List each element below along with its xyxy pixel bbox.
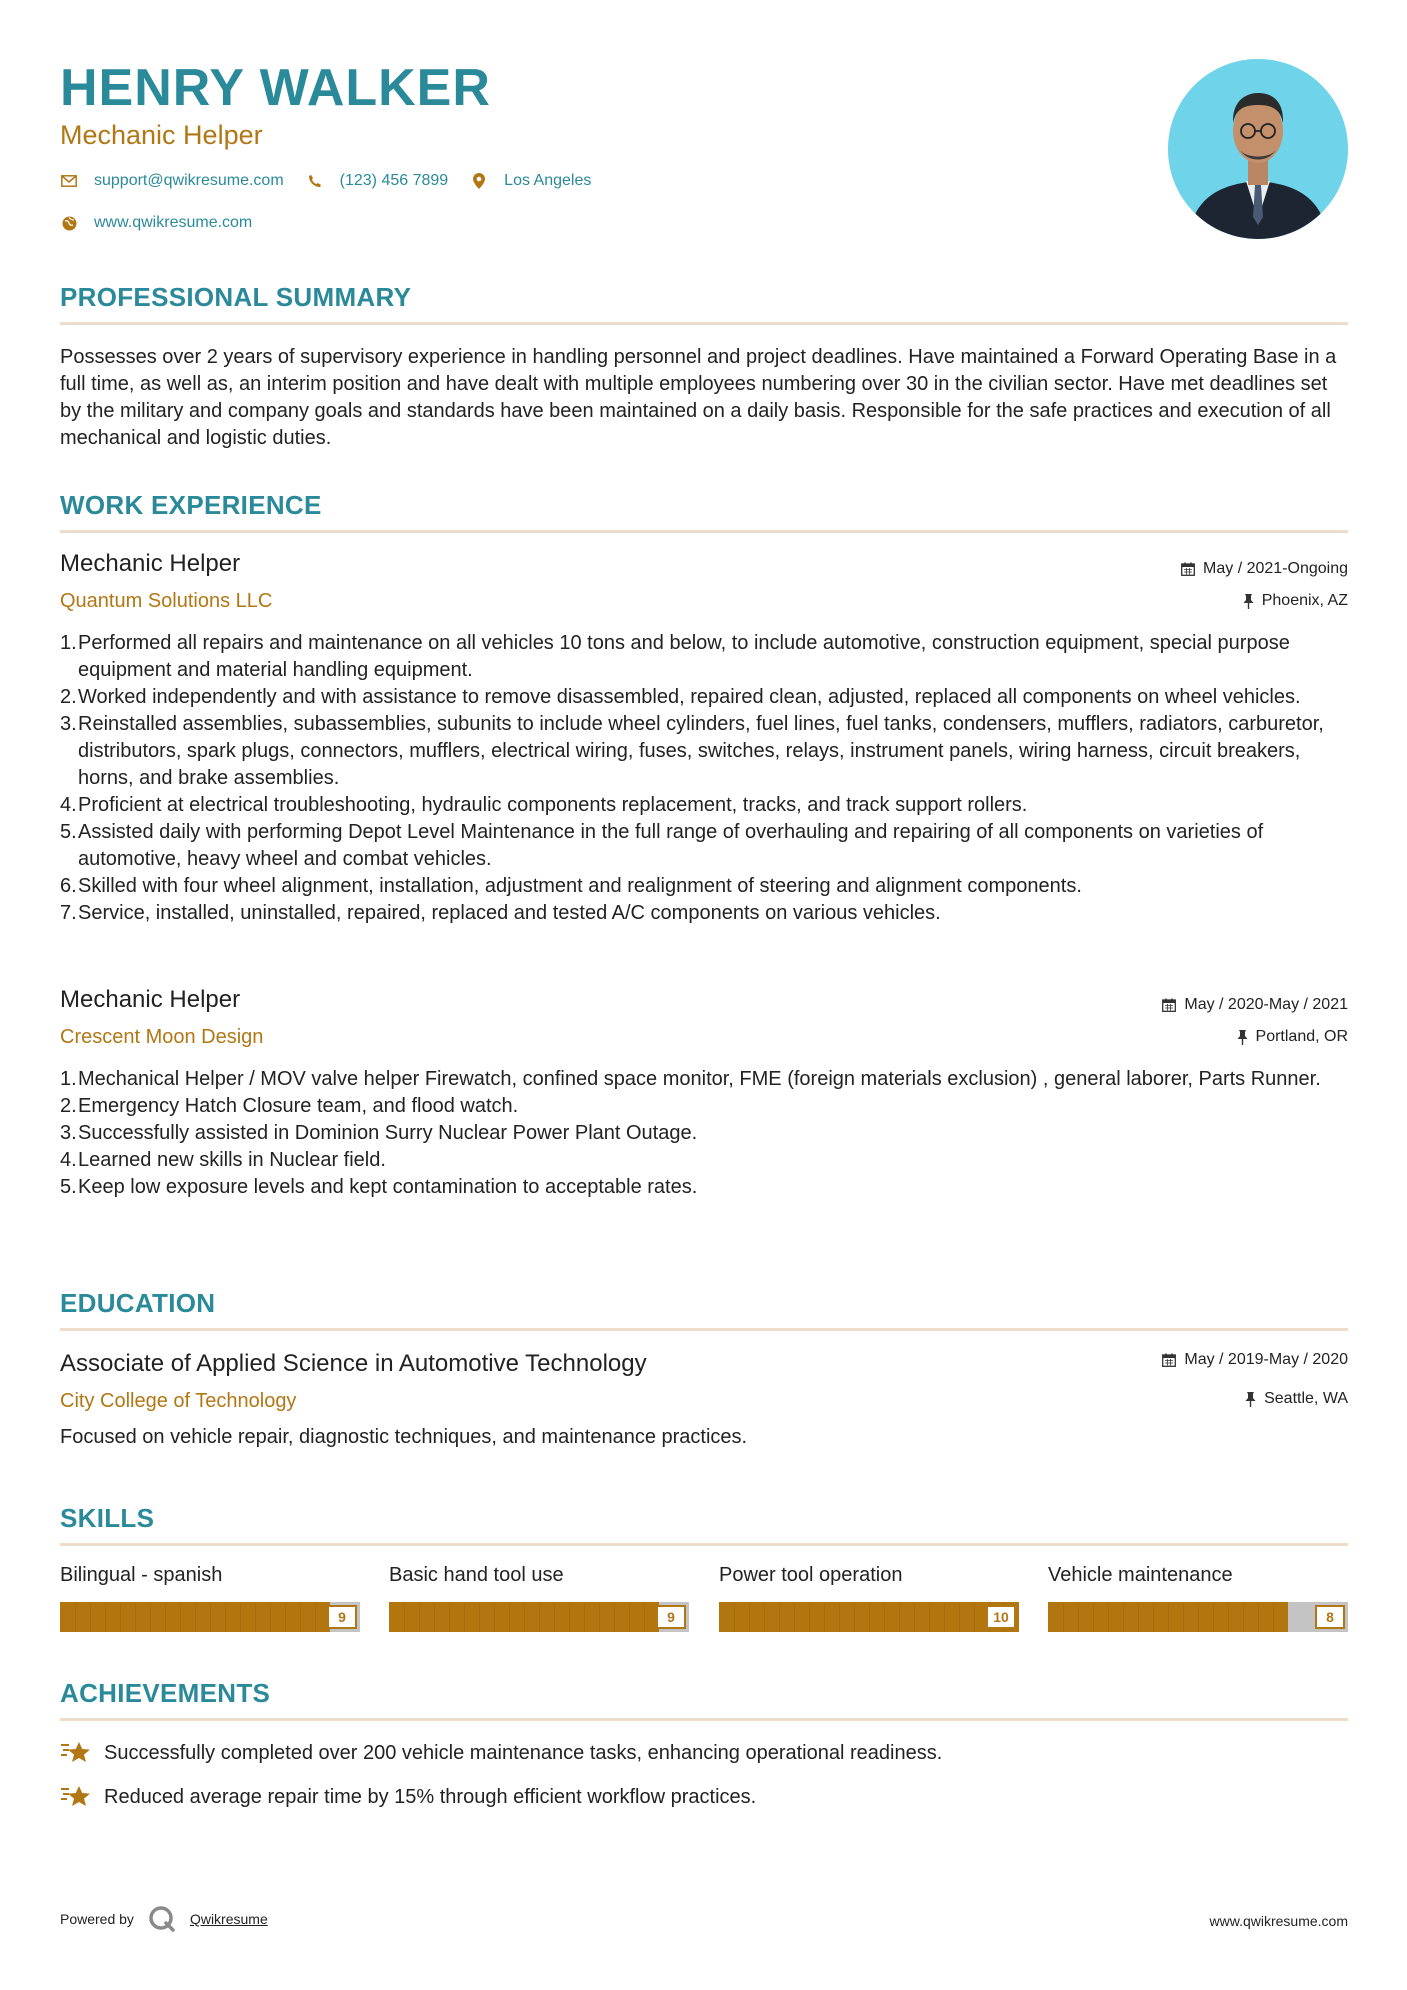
skill-bar-segment [180, 1602, 181, 1632]
summary-heading: PROFESSIONAL SUMMARY [60, 282, 412, 312]
skill-bar-segment [195, 1602, 196, 1632]
skill-bar-segment [285, 1602, 286, 1632]
job-2-date-text: May / 2020-May / 2021 [1184, 996, 1348, 1013]
skill-bar [60, 1602, 360, 1632]
skill-bar-segment [449, 1602, 450, 1632]
education-location-text: Seattle, WA [1264, 1390, 1348, 1407]
skill-bar-segment [929, 1602, 930, 1632]
education-divider [60, 1328, 1348, 1331]
globe-icon [60, 214, 78, 232]
skill-bar-segment [1093, 1602, 1094, 1632]
degree-title: Associate of Applied Science in Automotive Technology [60, 1350, 647, 1377]
education-location [1245, 1390, 1348, 1408]
envelope-icon [60, 172, 78, 190]
candidate-role: Mechanic Helper [60, 120, 263, 150]
location-text: Los Angeles [504, 172, 592, 189]
skill-label: Bilingual - spanish [60, 1564, 223, 1586]
skill-label: Power tool operation [719, 1564, 903, 1586]
pushpin-icon [1245, 1392, 1256, 1407]
phone-text: (123) 456 7899 [339, 172, 449, 189]
skill-bar-segment [1243, 1602, 1244, 1632]
summary-text: Possesses over 2 years of supervisory experience in handling personnel and project deadlines. Have maintained a Forward Operating Base in a full time, as well as, an interim position and have dealt with multiple employees numbering over 30 in the civilian sector. Have met deadlines set by the military and company goals and standards have been maintained on a daily basis. Responsible for the safe practices and execution of all mechanical and logistic duties. [60, 346, 1337, 449]
skill-bar-segment [899, 1602, 900, 1632]
skill-bar-segment [554, 1602, 555, 1632]
skill-bar-segment [404, 1602, 405, 1632]
skill-bar-segment [1108, 1602, 1109, 1632]
job-2-title: Mechanic Helper [60, 986, 241, 1013]
list-item: 1. Performed all repairs and maintenance on all vehicles 10 tons and below, to include automotive, construction equipment, special purpose equipment and material handling equipment. [60, 632, 1290, 681]
contact-row-2 [60, 214, 274, 232]
skill-bar-segment [944, 1602, 945, 1632]
job-2-location [1237, 1028, 1348, 1046]
job-1-date [1181, 560, 1348, 578]
skill-label: Vehicle maintenance [1048, 1564, 1233, 1586]
skill-bar-fill [719, 1602, 1019, 1632]
resume-header [60, 0, 1348, 250]
list-item: 2. Worked independently and with assistance to remove disassembled, repaired clean, adjusted, replaced all components on wheel vehicles. [60, 686, 1301, 708]
skill-bar-segment [569, 1602, 570, 1632]
skill-bar-segment [90, 1602, 91, 1632]
list-item: 2. Emergency Hatch Closure team, and flood watch. [60, 1095, 519, 1117]
job-2-company: Crescent Moon Design [60, 1026, 264, 1048]
skill-bar-segment [779, 1602, 780, 1632]
skill-bar-segment [584, 1602, 585, 1632]
skill-item [719, 1564, 1019, 1625]
skill-bar-segment [614, 1602, 615, 1632]
skill-bar [719, 1602, 1019, 1632]
list-item: 4. Proficient at electrical troubleshooting, hydraulic components replacement, tracks, and track support rollers. [60, 794, 1028, 816]
job-1-location-text: Phoenix, AZ [1261, 592, 1348, 609]
page-footer [60, 1897, 1348, 1937]
skill-bar-segment [270, 1602, 271, 1632]
skill-bar-segment [300, 1602, 301, 1632]
calendar-icon [1162, 1353, 1176, 1367]
phone-contact[interactable] [306, 172, 449, 190]
calendar-icon [1181, 562, 1195, 576]
skill-bar-segment [255, 1602, 256, 1632]
powered-by [60, 1905, 268, 1933]
skill-bar-segment [464, 1602, 465, 1632]
skill-score: 9 [327, 1605, 357, 1629]
skill-bar-segment [135, 1602, 136, 1632]
summary-divider [60, 322, 1348, 325]
job-2-location-text: Portland, OR [1255, 1028, 1348, 1045]
pushpin-icon [1237, 1030, 1248, 1045]
skill-bar-segment [1273, 1602, 1274, 1632]
skill-bar-segment [839, 1602, 840, 1632]
experience-heading: WORK EXPERIENCE [60, 490, 322, 520]
skill-bar-segment [914, 1602, 915, 1632]
map-pin-icon [470, 172, 488, 190]
email-contact[interactable] [60, 172, 284, 190]
skill-bar-segment [434, 1602, 435, 1632]
skill-bar-segment [869, 1602, 870, 1632]
skill-bar-segment [749, 1602, 750, 1632]
location-contact [470, 172, 591, 190]
skill-bar-segment [794, 1602, 795, 1632]
skill-bar [389, 1602, 689, 1632]
list-item: 4. Learned new skills in Nuclear field. [60, 1149, 386, 1171]
achievements-divider [60, 1718, 1348, 1721]
skill-item [1048, 1564, 1348, 1625]
skill-bar-segment [1258, 1602, 1259, 1632]
list-item: 5. Keep low exposure levels and kept contamination to acceptable rates. [60, 1176, 698, 1198]
skill-bar-segment [479, 1602, 480, 1632]
job-1-duties [60, 630, 1350, 927]
qwikresume-logo-icon [148, 1905, 176, 1933]
brand-link[interactable]: Qwikresume [189, 1911, 268, 1927]
skill-bar-segment [854, 1602, 855, 1632]
skill-bar-segment [1153, 1602, 1154, 1632]
skill-bar-segment [1123, 1602, 1124, 1632]
job-1-date-text: May / 2021-Ongoing [1203, 560, 1348, 577]
skill-score: 9 [656, 1605, 686, 1629]
skill-bar-segment [240, 1602, 241, 1632]
resume-page [60, 0, 1348, 1808]
star-badge-icon [60, 1740, 94, 1766]
skill-bar-segment [1183, 1602, 1184, 1632]
skill-bar-segment [809, 1602, 810, 1632]
profile-photo [1168, 59, 1348, 239]
education-date-text: May / 2019-May / 2020 [1184, 1351, 1348, 1368]
phone-icon [306, 172, 324, 190]
skill-bar-segment [1213, 1602, 1214, 1632]
skill-bar-segment [1168, 1602, 1169, 1632]
skill-bar-fill [1048, 1602, 1288, 1632]
skill-bar-fill [389, 1602, 659, 1632]
footer-url[interactable]: www.qwikresume.com [1209, 1913, 1348, 1929]
skill-bar [1048, 1602, 1348, 1632]
skill-bar-segment [210, 1602, 211, 1632]
job-1-location [1243, 592, 1348, 610]
achievement-item [60, 1740, 942, 1766]
website-text: www.qwikresume.com [94, 214, 253, 231]
powered-by-label: Powered by [60, 1911, 134, 1927]
education-date [1162, 1351, 1348, 1369]
skill-bar-segment [974, 1602, 975, 1632]
skill-bar-segment [1063, 1602, 1064, 1632]
skill-bar-segment [165, 1602, 166, 1632]
list-item: 3. Reinstalled assemblies, subassemblies, subunits to include wheel cylinders, fuel lines, fuel tanks, condensers, mufflers, radiators, carburetor, distributors, spark plugs, connectors, mufflers, electrical wiring, fuses, switches, relays, instrument panels, wiring harness, circuit breakers, horns, and brake assemblies. [60, 713, 1324, 789]
skill-bar-segment [494, 1602, 495, 1632]
skills-heading: SKILLS [60, 1503, 155, 1533]
school-name: City College of Technology [60, 1390, 297, 1412]
skill-bar-segment [824, 1602, 825, 1632]
skill-bar-segment [764, 1602, 765, 1632]
skill-bar-segment [75, 1602, 76, 1632]
list-item: 1. Mechanical Helper / MOV valve helper Firewatch, confined space monitor, FME (foreign materials exclusion) , general laborer, Parts Runner. [60, 1068, 1321, 1090]
skill-bar-segment [225, 1602, 226, 1632]
education-heading: EDUCATION [60, 1288, 216, 1318]
skill-bar-segment [524, 1602, 525, 1632]
skill-bar-segment [1228, 1602, 1229, 1632]
job-2-date [1162, 996, 1348, 1014]
skill-item [389, 1564, 689, 1625]
achievement-text: Reduced average repair time by 15% through efficient workflow practices. [104, 1785, 757, 1808]
skill-bar-segment [105, 1602, 106, 1632]
skill-label: Basic hand tool use [389, 1564, 564, 1586]
skill-bar-segment [629, 1602, 630, 1632]
skill-bar-segment [959, 1602, 960, 1632]
skill-bar-segment [734, 1602, 735, 1632]
calendar-icon [1162, 998, 1176, 1012]
pushpin-icon [1243, 594, 1254, 609]
skill-bar-segment [509, 1602, 510, 1632]
candidate-name: HENRY WALKER [60, 59, 491, 117]
list-item: 7. Service, installed, uninstalled, repaired, replaced and tested A/C components on various vehicles. [60, 902, 941, 924]
skill-bar-segment [1078, 1602, 1079, 1632]
skill-score: 8 [1315, 1605, 1345, 1629]
job-1-company: Quantum Solutions LLC [60, 590, 273, 612]
skill-item [60, 1564, 360, 1625]
skill-bar-segment [1198, 1602, 1199, 1632]
email-text: support@qwikresume.com [94, 172, 284, 189]
education-description: Focused on vehicle repair, diagnostic techniques, and maintenance practices. [60, 1426, 748, 1448]
skill-bar-segment [120, 1602, 121, 1632]
skill-bar-segment [884, 1602, 885, 1632]
skill-score: 10 [986, 1605, 1016, 1629]
achievements-heading: ACHIEVEMENTS [60, 1678, 271, 1708]
list-item: 5. Assisted daily with performing Depot Level Maintenance in the full range of overhauling and repairing of all components on varieties of automotive, heavy wheel and combat vehicles. [60, 821, 1264, 870]
skill-bar-segment [644, 1602, 645, 1632]
achievement-item [60, 1784, 756, 1810]
skill-bar-segment [1138, 1602, 1139, 1632]
achievement-text: Successfully completed over 200 vehicle maintenance tasks, enhancing operational readiness. [104, 1741, 943, 1764]
skill-bar-fill [60, 1602, 330, 1632]
list-item: 3. Successfully assisted in Dominion Surry Nuclear Power Plant Outage. [60, 1122, 698, 1144]
skill-bar-segment [539, 1602, 540, 1632]
job-2-duties [60, 1066, 1350, 1201]
experience-divider [60, 530, 1348, 533]
list-item: 6. Skilled with four wheel alignment, installation, adjustment and realignment of steering and alignment components. [60, 875, 1082, 897]
skill-bar-segment [599, 1602, 600, 1632]
star-badge-icon [60, 1784, 94, 1810]
skill-bar-segment [150, 1602, 151, 1632]
skill-bar-segment [315, 1602, 316, 1632]
skills-divider [60, 1543, 1348, 1546]
job-1-title: Mechanic Helper [60, 550, 241, 577]
website-contact[interactable] [60, 214, 252, 232]
contact-row-1 [60, 172, 613, 190]
skill-bar-segment [419, 1602, 420, 1632]
